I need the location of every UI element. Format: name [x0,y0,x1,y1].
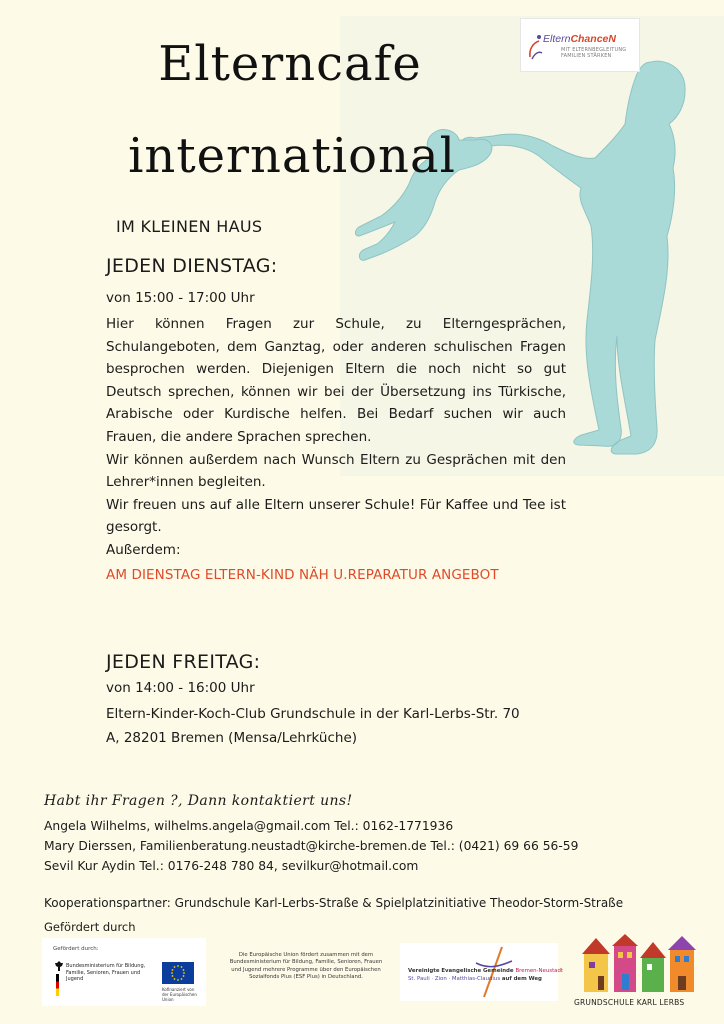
church-parishes: St. Pauli · Zion · Matthias-Claudius auf dem Weg [408,976,542,982]
contact-line: Sevil Kur Aydin Tel.: 0176-248 780 84, sevilkur@hotmail.com [44,859,419,873]
eu-flag-icon [162,962,194,984]
german-flag-icon [56,974,59,996]
tuesday-paragraph: Wir freuen uns auf alle Eltern unserer Schule! Für Kaffee und Tee ist gesorgt. [106,496,566,536]
title-line-2: international [128,128,456,184]
elternchancen-mark-icon [527,31,543,61]
contact-line: Mary Dierssen, Familienberatung.neustadt@kirche-bremen.de Tel.: (0421) 69 66 56-59 [44,839,579,853]
friday-time: von 14:00 - 16:00 Uhr [106,680,255,696]
tuesday-paragraph: Außerdem: [106,541,181,558]
school-houses-drawing [578,934,698,996]
elternchancen-tagline: MIT ELTERNBEGLEITUNG FAMILIEN STÄRKEN [561,47,627,59]
ministry-name: Bundesministerium für Bildung, Familie, Senioren, Frauen und Jugend [66,963,146,982]
ministry-eu-logo [42,938,206,1006]
contact-heading: Habt ihr Fragen ?, Dann kontaktiert uns! [44,793,353,809]
friday-line: Eltern-Kinder-Koch-Club Grundschule in der Karl-Lerbs-Str. 70 [106,706,520,722]
funded-by-label: Gefördert durch [44,920,136,934]
contact-line: Angela Wilhelms, wilhelms.angela@gmail.com Tel.: 0162-1771936 [44,819,454,833]
friday-line: A, 28201 Bremen (Mensa/Lehrküche) [106,730,358,746]
special-offer-note: AM DIENSTAG ELTERN-KIND NÄH U.REPARATUR ANGEBOT [106,567,499,583]
tuesday-time: von 15:00 - 17:00 Uhr [106,290,255,306]
tuesday-description [106,313,566,562]
tuesday-paragraph: Hier können Fragen zur Schule, zu Elterngesprächen, Schulangeboten, dem Ganztag, oder anderen schulischen Fragen besprochen werden. Diejenigen Eltern die noch nicht so gut Deutsch sprechen, können wir bei der Übersetzung ins Türkische, Arabische oder Kurdische helfen. Bei Bedarf suchen wir auch Frauen, die andere Sprachen sprechen. [106,316,566,445]
friday-description [106,702,576,750]
eu-caption: Kofinanziert von der Europäischen Union [162,987,197,1002]
federal-eagle-icon [54,960,64,972]
elternchancen-logo [520,18,640,72]
title-line-1: Elterncafe [158,36,422,92]
ministry-label: Gefördert durch: [53,946,99,952]
elternchancen-brand: ElternChanceN [543,33,616,45]
eu-funding-note: Die Europäische Union fördert zusammen mit dem Bundesministerium für Bildung, Familie, Senioren, Frauen und Jugend mehrere Programme über den Europäischen Sozialfonds Plus (ESF Plus) in Deutschland. [229,952,383,981]
tuesday-paragraph: Wir können außerdem nach Wunsch Eltern zu Gesprächen mit den Lehrer*innen begleiten. [106,451,566,491]
friday-heading: JEDEN FREITAG: [106,651,261,673]
cooperation-partners: Kooperationspartner: Grundschule Karl-Lerbs-Straße & Spielplatzinitiative Theodor-Storm-Straße [44,896,624,910]
school-name: GRUNDSCHULE KARL LERBS [574,998,685,1007]
church-logo [400,943,564,1001]
tuesday-heading: JEDEN DIENSTAG: [106,255,278,277]
church-name: Vereinigte Evangelische Gemeinde Bremen-Neustadt [408,968,564,974]
location-heading: IM KLEINEN HAUS [116,217,263,236]
